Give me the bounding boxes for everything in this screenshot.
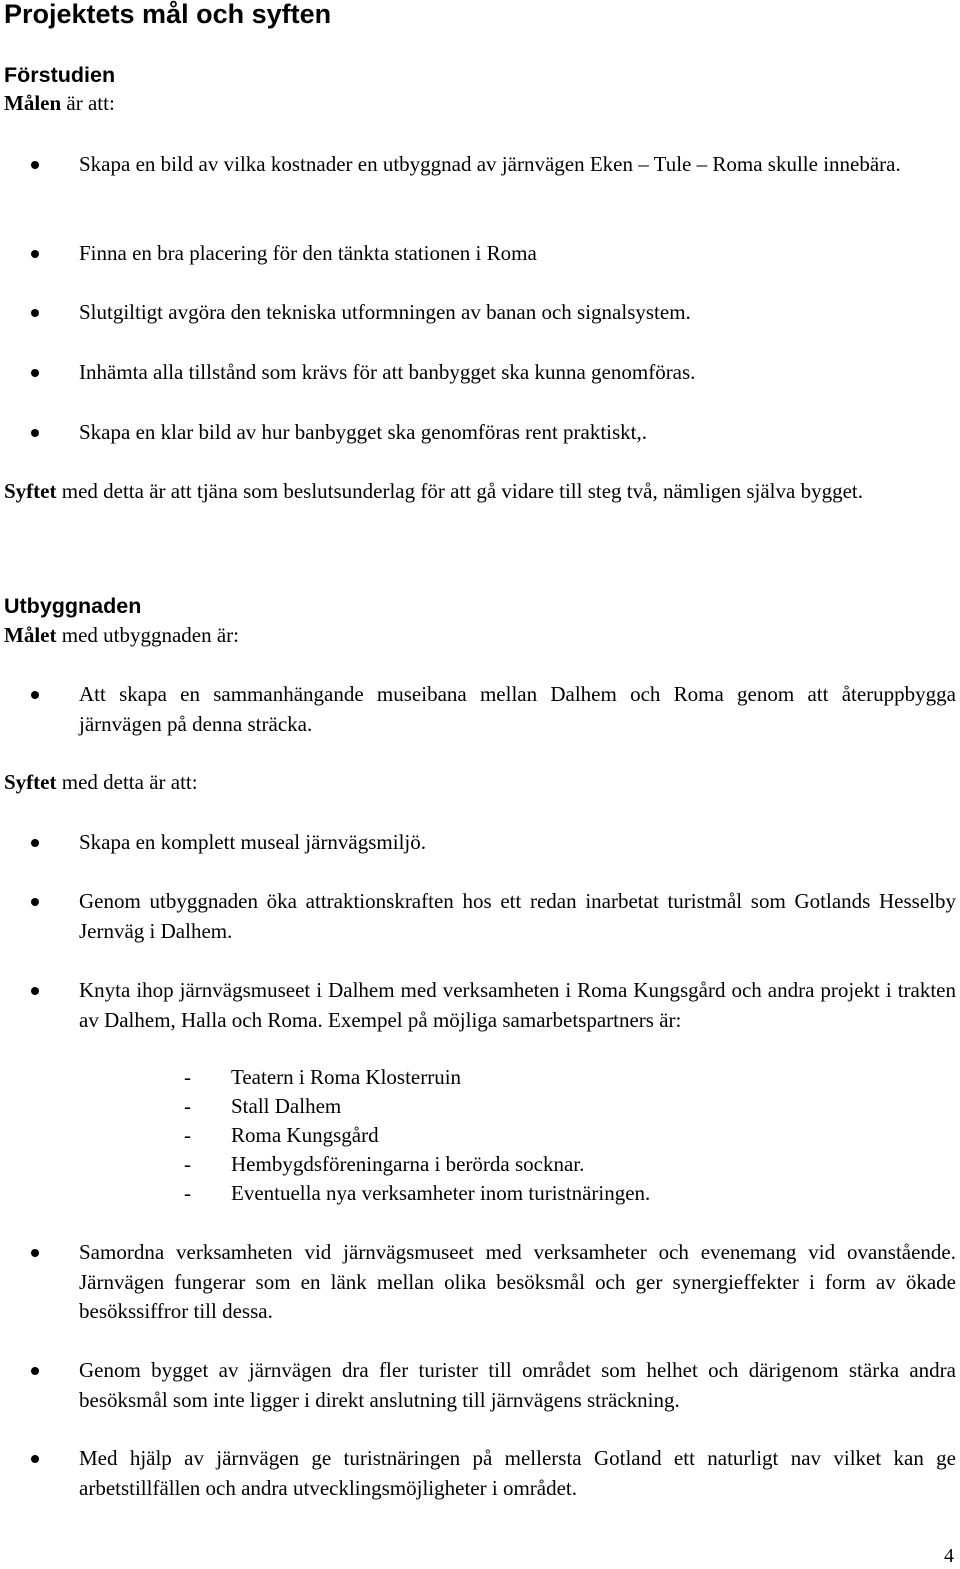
purpose-rest: med detta är att: xyxy=(56,770,198,794)
page-number: 4 xyxy=(944,1545,954,1567)
bullet-dot xyxy=(31,987,39,995)
section-heading-forstudien: Förstudien xyxy=(4,63,116,87)
dash-marker: - xyxy=(184,1123,191,1147)
purpose-paragraph xyxy=(4,476,956,506)
list-item: Genom utbyggnaden öka attraktionskraften hos ett redan inarbetat turistmål som Gotlands Hesselby Jernväg i Dalhem. xyxy=(79,889,956,943)
bullet-dot xyxy=(31,161,39,169)
purpose-bold: Syftet xyxy=(4,770,57,794)
bullet-dot xyxy=(31,1249,39,1257)
goal-intro xyxy=(4,89,115,119)
bullet-dot xyxy=(31,250,39,258)
bullet-dot xyxy=(31,898,39,906)
list-item: Med hjälp av järnvägen ge turistnäringen på mellersta Gotland ett naturligt nav vilket kan ge arbetstillfällen och andra utvecklingsmöjligheter i området. xyxy=(79,1446,956,1500)
list-item: Skapa en klar bild av hur banbygget ska genomföras rent praktiskt,. xyxy=(79,420,648,444)
goal-rest: är att: xyxy=(61,91,115,115)
goal-bold: Målet xyxy=(4,623,57,647)
partner-item: Eventuella nya verksamheter inom turistnäringen. xyxy=(231,1181,651,1205)
bullet-dot xyxy=(31,309,39,317)
purpose-bold: Syftet xyxy=(4,479,57,503)
goal-bold: Målen xyxy=(4,91,62,115)
bullet-dot xyxy=(31,429,39,437)
goal-intro xyxy=(4,621,239,651)
list-item: Skapa en komplett museal järnvägsmiljö. xyxy=(79,830,427,854)
page-title: Projektets mål och syften xyxy=(4,0,332,29)
bullet-dot xyxy=(31,839,39,847)
purpose-rest: med detta är att tjäna som beslutsunderlag för att gå vidare till steg två, nämligen själva bygget. xyxy=(56,479,863,503)
dash-marker: - xyxy=(184,1094,191,1118)
list-item: Samordna verksamheten vid järnvägsmuseet med verksamheter och evenemang vid ovanstående. Järnvägen fungerar som en länk mellan olika besöksmål och ger synergieffekter i form av ökade besökssiffror till dessa. xyxy=(79,1240,956,1323)
list-item: Skapa en bild av vilka kostnader en utbyggnad av järnvägen Eken – Tule – Roma skulle innebära. xyxy=(79,152,901,176)
dash-marker: - xyxy=(184,1181,191,1205)
bullet-dot xyxy=(31,1455,39,1463)
partner-item: Roma Kungsgård xyxy=(231,1123,379,1147)
list-item: Inhämta alla tillstånd som krävs för att banbygget ska kunna genomföras. xyxy=(79,360,696,384)
partner-item: Stall Dalhem xyxy=(231,1094,342,1118)
list-item: Slutgiltigt avgöra den tekniska utformningen av banan och signalsystem. xyxy=(79,300,691,324)
list-item: Genom bygget av järnvägen dra fler turister till området som helhet och därigenom stärka andra besöksmål som inte ligger i direkt anslutning till järnvägens sträckning. xyxy=(79,1358,956,1412)
goal-rest: med utbyggnaden är: xyxy=(56,623,240,647)
bullet-dot xyxy=(31,369,39,377)
list-item: Knyta ihop järnvägsmuseet i Dalhem med verksamheten i Roma Kungsgård och andra projekt i trakten av Dalhem, Halla och Roma. Exempel på möjliga samarbetspartners är: xyxy=(79,978,956,1032)
bullet-dot xyxy=(31,1367,39,1375)
purpose-intro xyxy=(4,768,198,798)
dash-marker: - xyxy=(184,1065,191,1089)
bullet-dot xyxy=(31,691,39,699)
list-item: Att skapa en sammanhängande museibana mellan Dalhem och Roma genom att återuppbygga järnvägen på denna sträcka. xyxy=(79,682,956,736)
list-item: Finna en bra placering för den tänkta stationen i Roma xyxy=(79,241,537,265)
dash-marker: - xyxy=(184,1152,191,1176)
section-heading-utbyggnaden: Utbyggnaden xyxy=(4,594,142,618)
partner-item: Hembygdsföreningarna i berörda socknar. xyxy=(231,1152,585,1176)
partner-item: Teatern i Roma Klosterruin xyxy=(231,1065,462,1089)
